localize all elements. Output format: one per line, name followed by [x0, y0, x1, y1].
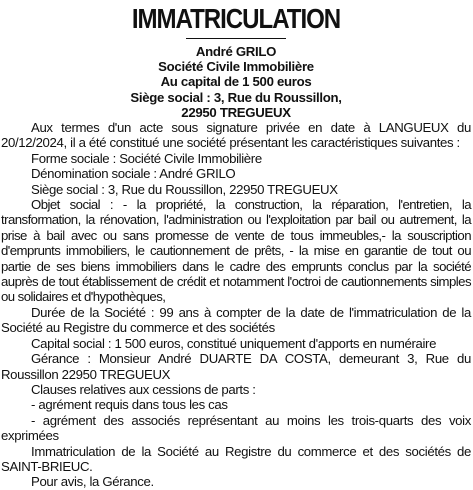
- paragraph-registration: Immatriculation de la Société au Registre du commerce et des sociétés de SAINT-BRIEUC.: [1, 443, 471, 474]
- paragraph-duration: Durée de la Société : 99 ans à compter de la date de l'immatriculation de la Société au Registre du commerce et des sociétés: [1, 304, 471, 336]
- notice-title: IMMATRICULATION: [131, 3, 341, 34]
- company-seat: Siège social : 3, Rue du Roussillon,: [130, 89, 342, 105]
- title-divider: [186, 38, 286, 39]
- company-type: Société Civile Immobilière: [158, 59, 314, 75]
- paragraph-transfer-clauses: Clauses relatives aux cessions de parts :: [31, 381, 256, 397]
- paragraph-signature: Pour avis, la Gérance.: [31, 474, 154, 490]
- paragraph-intro: Aux termes d'un acte sous signature privée en date à LANGUEUX du 20/12/2024, il a été constitué une société présentant les caractéristiques suivantes :: [1, 120, 471, 151]
- paragraph-denomination: Dénomination sociale : André GRILO: [31, 166, 236, 182]
- paragraph-approval-required: - agrément requis dans tous les cas: [31, 397, 228, 413]
- paragraph-purpose: Objet social : - la propriété, la construction, la réparation, l'entretien, la transformation, la rénovation, l'administration ou l'exploitation par bail ou autrement, la prise à bail avec ou sans promesse de vente de tous immeubles,- la souscription d'emprunts immobiliers, le cautionnement de prêts, - la mise en garantie de tout ou partie de ses biens immobiliers dans le cadre des emprunts conclus par la société auprès de tout établissement de crédit et notamment l'octroi de cautionnements simples ou solidaires et d'hypothèques,: [1, 197, 471, 305]
- company-city: 22950 TREGUEUX: [181, 104, 291, 120]
- notice-header: [1, 44, 471, 120]
- paragraph-seat: Siège social : 3, Rue du Roussillon, 22950 TREGUEUX: [31, 181, 338, 197]
- company-capital: Au capital de 1 500 euros: [160, 74, 312, 90]
- paragraph-approval-majority: - agrément des associés représentant au moins les trois-quarts des voix exprimées: [1, 412, 471, 444]
- paragraph-capital: Capital social : 1 500 euros, constitué uniquement d'apports en numéraire: [31, 335, 437, 351]
- company-name: André GRILO: [195, 44, 277, 59]
- paragraph-management: Gérance : Monsieur André DUARTE DA COSTA, demeurant 3, Rue du Roussillon 22950 TREGUEUX: [1, 351, 471, 382]
- notice-body: [1, 120, 471, 490]
- paragraph-legal-form: Forme sociale : Société Civile Immobilière: [31, 150, 262, 166]
